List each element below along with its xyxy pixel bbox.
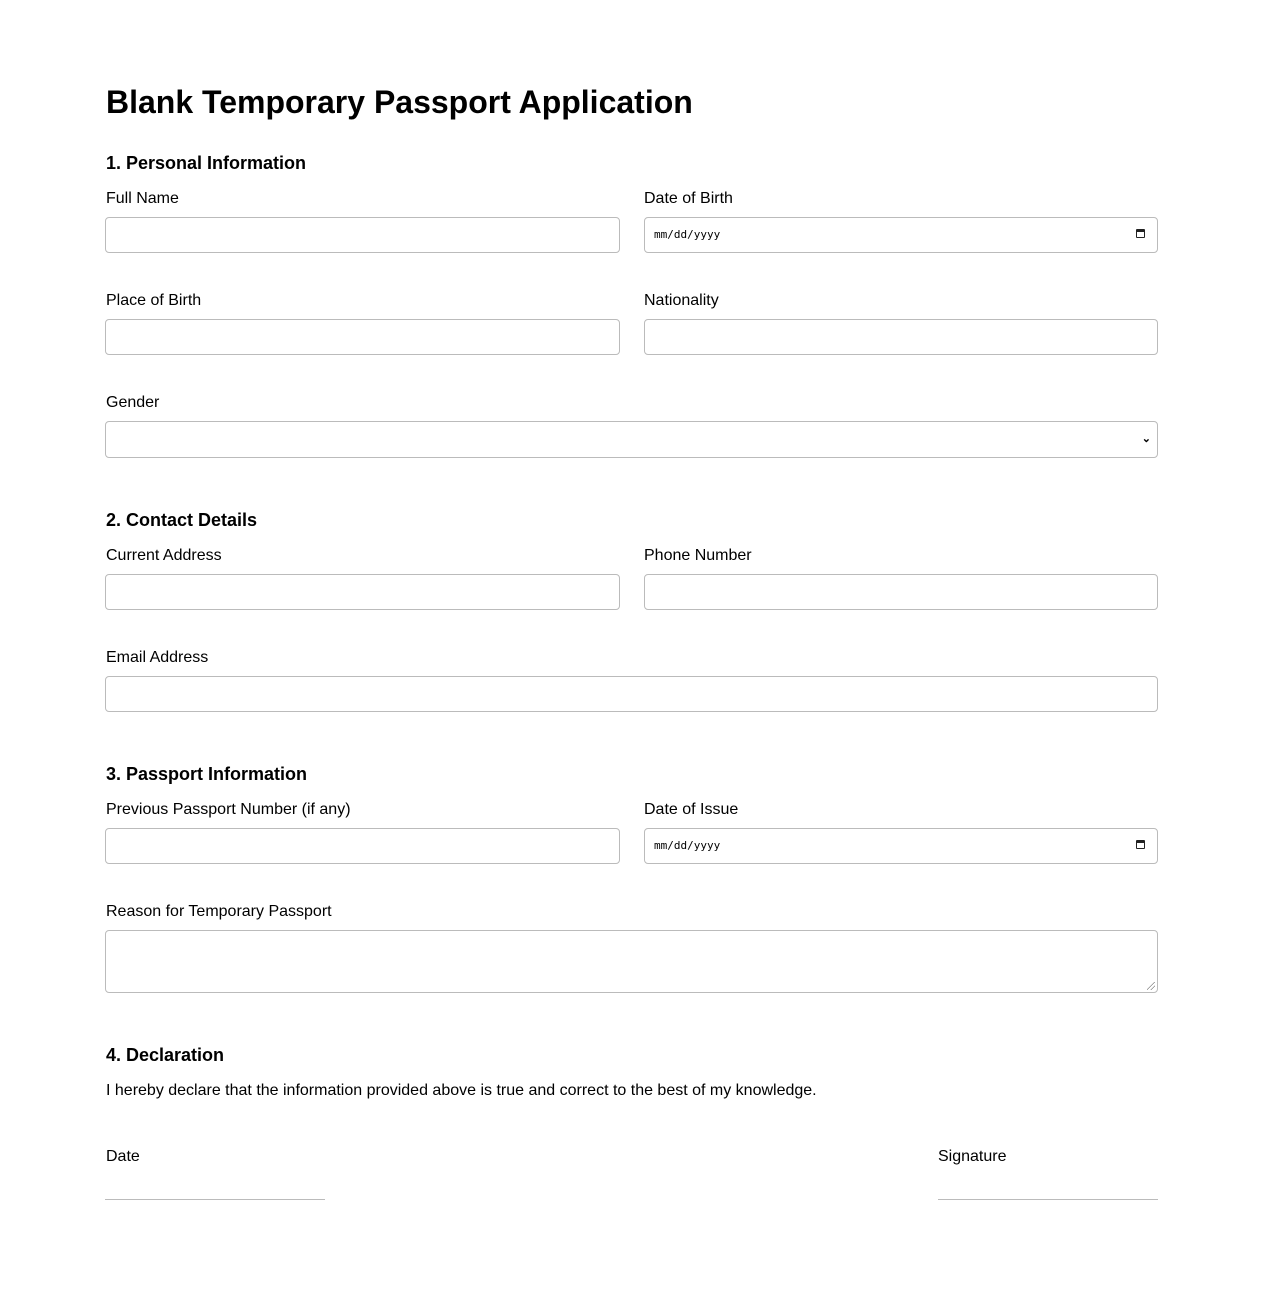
- full-name-label: Full Name: [106, 190, 179, 207]
- dob-label: Date of Birth: [644, 190, 733, 207]
- nationality-label: Nationality: [644, 292, 719, 309]
- date-placeholder: mm/dd/yyyy: [654, 228, 721, 241]
- date-label: Date: [106, 1148, 140, 1165]
- section-heading-contact: 2. Contact Details: [106, 510, 258, 530]
- date-line: [105, 1199, 325, 1200]
- prev-passport-input[interactable]: [105, 828, 620, 864]
- address-label: Current Address: [106, 547, 222, 564]
- chevron-down-icon: ⌄: [1141, 433, 1151, 445]
- reason-textarea[interactable]: [105, 930, 1158, 993]
- date-of-issue-input[interactable]: [644, 828, 1158, 864]
- resize-handle-icon[interactable]: [1147, 982, 1155, 990]
- gender-select[interactable]: [105, 421, 1158, 458]
- dob-input[interactable]: [644, 217, 1158, 253]
- address-input[interactable]: [105, 574, 620, 610]
- gender-label: Gender: [106, 394, 160, 411]
- page-title: Blank Temporary Passport Application: [106, 84, 693, 120]
- reason-label: Reason for Temporary Passport: [106, 903, 332, 920]
- full-name-input[interactable]: [105, 217, 620, 253]
- nationality-input[interactable]: [644, 319, 1158, 355]
- declaration-text: I hereby declare that the information provided above is true and correct to the best of my knowledge.: [106, 1082, 817, 1099]
- phone-input[interactable]: [644, 574, 1158, 610]
- calendar-icon[interactable]: [1136, 229, 1145, 238]
- date-of-issue-label: Date of Issue: [644, 801, 739, 818]
- email-label: Email Address: [106, 649, 209, 666]
- section-heading-declaration: 4. Declaration: [106, 1045, 225, 1065]
- phone-label: Phone Number: [644, 547, 752, 564]
- section-heading-passport: 3. Passport Information: [106, 764, 308, 784]
- place-of-birth-label: Place of Birth: [106, 292, 202, 309]
- place-of-birth-input[interactable]: [105, 319, 620, 355]
- signature-label: Signature: [938, 1148, 1007, 1165]
- section-heading-personal: 1. Personal Information: [106, 153, 307, 173]
- calendar-icon[interactable]: [1136, 840, 1145, 849]
- date-placeholder: mm/dd/yyyy: [654, 839, 721, 852]
- email-input[interactable]: [105, 676, 1158, 712]
- signature-line: [938, 1199, 1158, 1200]
- prev-passport-label: Previous Passport Number (if any): [106, 801, 351, 818]
